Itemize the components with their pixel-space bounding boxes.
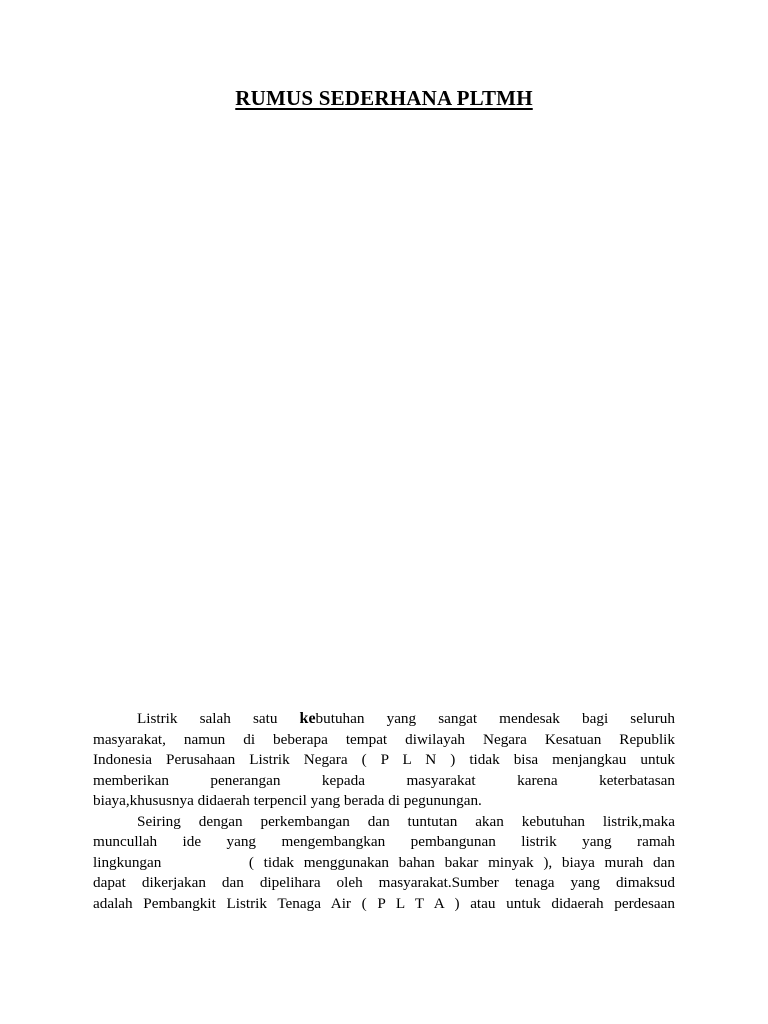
paragraph-2-line-1 bbox=[93, 812, 675, 833]
bold-text-segment: ke bbox=[299, 710, 316, 727]
paragraph-1-line-1 bbox=[93, 709, 675, 730]
text-segment: Listrik salah satu bbox=[137, 710, 300, 727]
page-title: RUMUS SEDERHANA PLTMH bbox=[235, 86, 533, 110]
paragraph-2-line-2: muncullah ide yang mengembangkan pembangunan listrik yang ramah bbox=[93, 833, 675, 850]
paragraph-2-line-5: adalah Pembangkit Listrik Tenaga Air ( P L T A ) atau untuk didaerah perdesaan bbox=[93, 894, 675, 912]
paragraph-2-line-4: dapat dikerjakan dan dipelihara oleh masyarakat.Sumber tenaga yang dimaksud bbox=[93, 874, 675, 891]
paragraph-1-line-5: biaya,khususnya didaerah terpencil yang berada di pegunungan. bbox=[93, 792, 482, 809]
text-segment: Seiring dengan perkembangan dan tuntutan akan kebutuhan listrik,maka bbox=[137, 812, 675, 830]
paragraph-1-line-3: Indonesia Perusahaan Listrik Negara ( P L N ) tidak bisa menjangkau untuk bbox=[93, 751, 675, 768]
paragraph-2-line-3: lingkungan ( tidak menggunakan bahan bakar minyak ), biaya murah dan bbox=[93, 853, 675, 871]
document-body bbox=[93, 709, 675, 914]
paragraph-1-line-2: masyarakat, namun di beberapa tempat diwilayah Negara Kesatuan Republik bbox=[93, 730, 675, 748]
paragraph-1-line-4: memberikan penerangan kepada masyarakat karena keterbatasan bbox=[93, 771, 675, 789]
text-segment: butuhan yang sangat mendesak bagi seluruh bbox=[315, 710, 675, 727]
